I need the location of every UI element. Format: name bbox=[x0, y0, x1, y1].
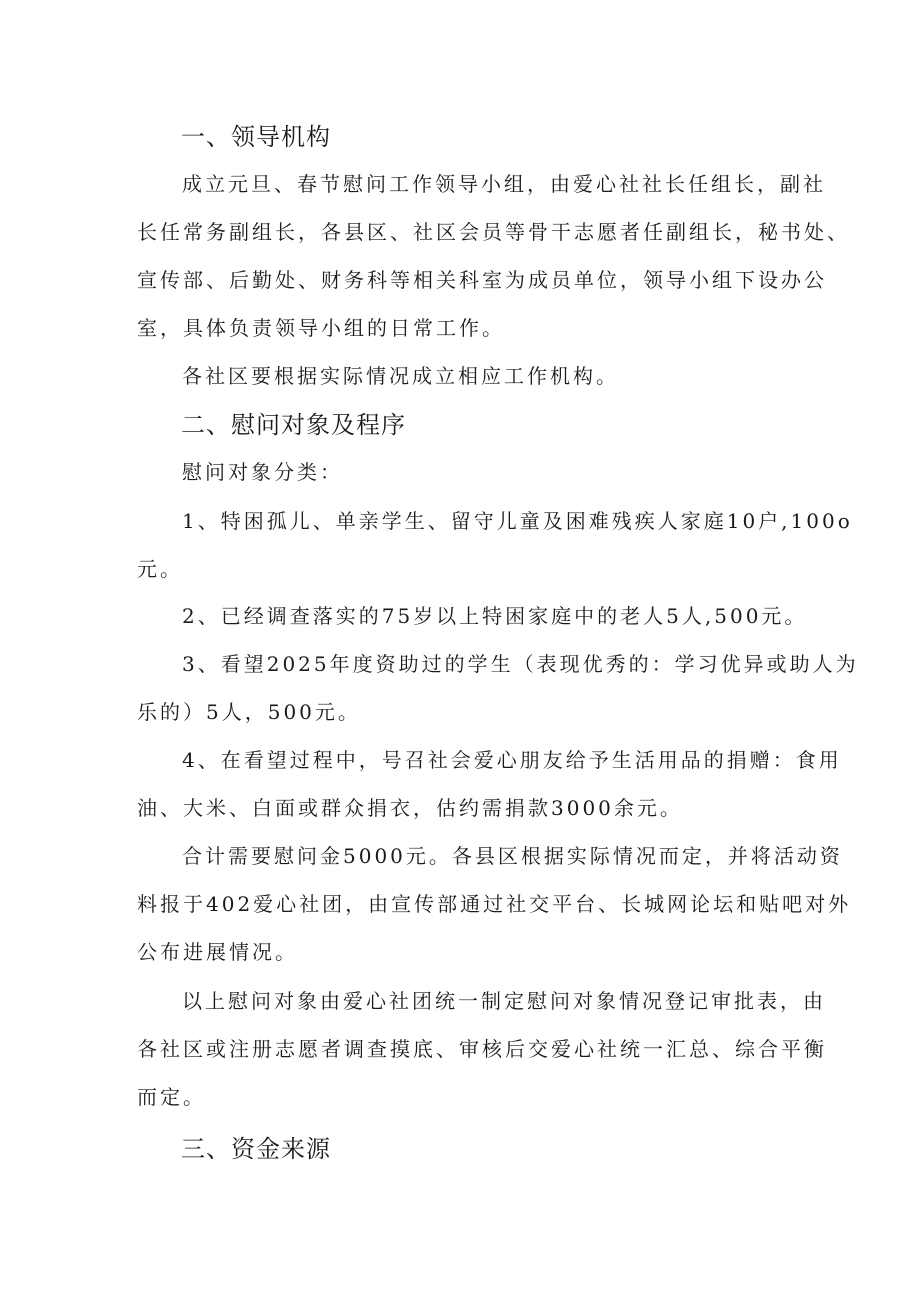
paragraph-line: 料报于402爱心社团，由宣传部通过社交平台、长城网论坛和贴吧对外 bbox=[137, 892, 852, 916]
section-heading-1: 一、领导机构 bbox=[181, 123, 331, 151]
paragraph-line: 油、大米、白面或群众捐衣，估约需捐款3000余元。 bbox=[137, 796, 683, 820]
paragraph-line: 而定。 bbox=[137, 1085, 206, 1109]
paragraph-line: 慰问对象分类： bbox=[182, 460, 343, 484]
paragraph-line: 3、看望2025年度资助过的学生（表现优秀的：学习优异或助人为 bbox=[182, 652, 859, 676]
paragraph-line: 各社区或注册志愿者调查摸底、审核后交爱心社统一汇总、综合平衡 bbox=[137, 1037, 827, 1061]
section-heading-2: 二、慰问对象及程序 bbox=[181, 411, 406, 439]
paragraph-line: 各社区要根据实际情况成立相应工作机构。 bbox=[182, 364, 619, 388]
paragraph-line: 合计需要慰问金5000元。各县区根据实际情况而定，并将活动资 bbox=[182, 844, 843, 868]
paragraph-line: 4、在看望过程中，号召社会爱心朋友给予生活用品的捐赠：食用 bbox=[182, 748, 842, 772]
section-heading-3: 三、资金来源 bbox=[181, 1135, 331, 1163]
paragraph-line: 成立元旦、春节慰问工作领导小组，由爱心社社长任组长，副社 bbox=[182, 172, 826, 196]
paragraph-line: 宣传部、后勤处、财务科等相关科室为成员单位，领导小组下设办公 bbox=[137, 268, 827, 292]
paragraph-line: 乐的）5人，500元。 bbox=[137, 700, 361, 724]
paragraph-line: 以上慰问对象由爱心社团统一制定慰问对象情况登记审批表，由 bbox=[182, 989, 826, 1013]
paragraph-line: 长任常务副组长，各县区、社区会员等骨干志愿者任副组长，秘书处、 bbox=[137, 220, 850, 244]
paragraph-line: 公布进展情况。 bbox=[137, 940, 298, 964]
paragraph-line: 1、特困孤儿、单亲学生、留守儿童及困难残疾人家庭10户,100o bbox=[182, 509, 853, 533]
paragraph-line: 元。 bbox=[137, 557, 183, 581]
paragraph-line: 室，具体负责领导小组的日常工作。 bbox=[137, 316, 505, 340]
paragraph-line: 2、已经调查落实的75岁以上特困家庭中的老人5人,500元。 bbox=[182, 604, 808, 628]
